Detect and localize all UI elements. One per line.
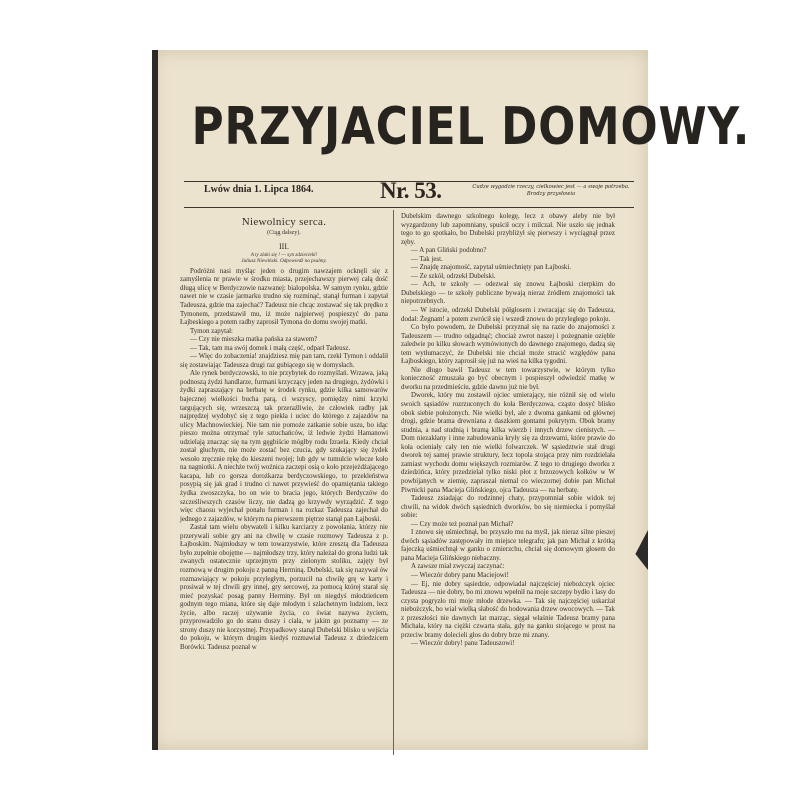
paragraph: Ale rynek berdyczowski, to nie przybytek do rozmyślań. Wrzawa, jaką podnoszą żydzi handlarze, furmani krzyczący jeden na drugiego, żydówki i żydki zapraszający na herbatę w środek rynku, gdzie kilka samowarów bajecznej wielkości bucha parą, ci wszyscy, pomiędzy nimi krzyki targujących się, wrzeszczą tak przeraźliwie, że człowiek radby jak najprędzej wydobyć się z tego piekła i uciec do którego z zajazdów na ulicy Machnowieckiej. Nie tam nie pomoże zatkanie sobie uszu, bo idąc pieszo można otrzymać tyle sztuchańców, iż ledwie żydzi Hamanowi udzielają znacząc się na tym gęgbiście mógłby rodu Izraela. Kiedy chciał został gluchym, nie może zostać bez czucia, gdy szukający się żydek wesoło zręcznie rękę do kieszeni twojej; lub gdy w tumulcie wlecze koło na nagniotki. A niechże twój woźnica zaczepi osią o koło przejeżdżającego kacapa, lub co gorsza dorożkarza berdyczowskiego, to przekleństwa posypią się jak grad i trudno ci nawet przywieść do opamiętania takiego żydka zwoszczyka, bo on wie to bracia jego, których Berdyczów do szcześliwszych czasów liczy, nie dadzą go krzywdy wyrządzić. Z tego więc chaosu wyjechał ponału furman i na rozkaz Tadeusza zajechał do jednego z zajazdów, w którym na pierwszem piętrze stanął pan Łajboski. (180, 370, 388, 523)
paragraph: — Ze szkół, odrzekł Dubelski. (411, 272, 496, 280)
paragraph: — Więc do zobaczenia! znajdziesz mię pan tam, rzekł Tymon i oddalił się zostawiając Tadeusza drugi raz gubiącego się w domysłach. (180, 353, 388, 369)
paragraph: — Czy nie mieszka matka pańska za stawem? (190, 336, 318, 344)
paragraph: I znowu się uśmiechnął, bo przyszło mu na myśl, jak nieraz silne pieszej dwóch sąsiadów zastępowały im miejsce telegrafu; jak pan Michał z krótką fajeczką uśmiechnął w ganku o zmierzchu, chciał się domowym głosem do pana Macieja Glińskiego niebaczny. (401, 529, 615, 562)
newspaper-page (152, 50, 751, 750)
paragraph: Tymon zapytał: (190, 327, 233, 335)
paragraph: Dubelskim dawnego szkolnego kolegę, lecz z obawy aleby nie był wyzgardzony lub zapomniany, spuścił oczy i milczał. Nie uszło się jednak tego to go spotkało, bo Dubelski przybliżył się pierwszy i wyciągnął przez zęby. (401, 213, 615, 246)
paragraph: — Ej, nie dobry sąsiedzie, odpowiadał najczęściej niebożczyk ojciec Tadeusza — nie dobry, bo mi znowu wpełnił na moje szczepy bydło i lasy do czysta pogryzło mi moje młode drzewka. — Tak się najczęściej uskarżał niebożczyk, bo wiał wielką słabość do hodowania drzew owocowych. — Tak z przeszłości nie dawnych lat marząc, sięgał właśnie Tadeusz bramy pana Michała, który na ciężki czwarta stała, gdy na ganku stojącego w prost na przeciw bramy dolecieli głos do dobry brze mi znany. (401, 580, 615, 639)
paragraph: — A pan Gliński podobno? (411, 247, 487, 255)
left-column (180, 213, 388, 743)
paragraph: Zastał tam wielu obywateli i kilku karciarzy z powołania, którzy nie przerywali sobie gry ani na chwilę w czasie rozmowy Tadeusza z p. Łajboskim. Najmłodszy w tem towarzystwie, które zresztą dla Tadeusza było zupełnie obojętne — najmłodszy trzy, który należał do grona ludzi tak zwanych ostatecznie uprzejmym przy zielonym stoliku, zajęty był rozmową w drugim pokoju z panną Herminą. Dubelski, tak się nazywał ów rozmawiający w pokoju przyległym, porzucił na chwilę grę w karty i prosiwał w tej chwili gry innej, gry sercowej, za pomocą której starał się mieć pozyskać posag panny Herminy. Był on niegdyś młodzieńcem godnym tego miana, które się dąje młodym i szlachetnym ludziom, lecz życie, albo raczej używanie życia, co świat nazywa życiem, przyprowadziło go do stanu duszy i ciała, w jakim go poznamy — ze strony duszy nie korzystnej. Przypadkowy stanął Dubelski blisko u wejścia do pokoju, w którym drugim kiedyś rozmawiał Tadeusz z dziedzicem Borówki. Tadeusz poznał w (180, 524, 389, 651)
paragraph: A zawsze miał zwyczaj zaczynać: (411, 563, 505, 571)
paragraph: — Tak jest. (411, 255, 443, 263)
article-title: Niewolnicy serca. (241, 216, 327, 228)
epigraph (180, 252, 388, 265)
paragraph: — Wieczór dobry! panu Tadeuszowi! (411, 640, 515, 648)
paragraph: — Czy może też poznał pan Michał? (411, 520, 514, 528)
paragraph: Dworek, który mu zostawił ojciec umierający, nie różnił się od wielu swoich sąsiadów rozrzuconych do koła Berdyczowa, cząsto dosyć blisko obok siebie położonych. Nie wielki był, ale z dwoma gankami od głównej drogi, gdzie brama drewniana z daszkiem gontami pokrytym. Obok bramy studnia, a nad studnią i bramą kilka wierzb i innych drzew cienistych. — Dom niezakłany i inne zabudowania kryły się za drzewami, które prawie do koła ocieniały cały ten nie wielki folwarczek. W sąsiedztwie stał drugi dworek tej samej prawie struktury, lecz topola stojąca przy nim rozdzielała zamiast wychodu domu większych rozmiarów. Z tego to drugiego dworku z dziedzińca, który przedzielał tylko niski płot z brzozowych kołków w W powbijanych w ziemię, zapraszał niemal co wieczornej dobie pan Michał Piwnicki pana Macieja Glińskiego, ojca Tadeusza — na herbatę. (401, 392, 615, 494)
motto-text: Cudze wygodzie rzeczy, cielkowiec jest — a swoje potrzeba. (472, 184, 630, 190)
right-column (401, 213, 615, 743)
paragraph: Nie długo bawił Tadeusz w tem towarzystwie, w którym tylko konieczność zmuszała go być obecnym i pospieszył odwiedzić matkę w dworku na przedmieściu, gdzie dawno już nie był. (401, 366, 615, 391)
paragraph: — Wieczór dobry panu Maciejowi! (411, 571, 509, 579)
paragraph: Co było powodem, że Dubelski przyznał się na razie do znajomości z Tadeuszem — trudno odgadnąć; chociaż zwrot naszej i pożegnanie ozięble zaledwie po kilku słowach wymówionych do dawnego znajomego, dadzą się tem wytłumaczyć, że Dubelski nie chciał może stracić względów pana Łajboskiego, który zaprosił się już na wieś na kilka tygodni. (401, 324, 615, 366)
paragraph: Podróżni nasi myśląc jeden o drugim nawzajem ocknęli się z zamyślenia nr prawie w środku miasta, przejechawszy pierwej całą dość długą ulicę w Berdyczowie nazwanej: bialopolska. W samym rynku, gdzie nawet nie w czasie jarmarku trudno się rozminąć, stanął furman i zapytał Tadeusza, gdzie ma zajechać? Tadeusz nie chcąc zostawać się tak prędko z Tymonem, przedstawił mu, iż może najpierwej pospieszyć do pana Łajbeskiego a potem radby zaprosił Tymona do domu swojej matki. (180, 267, 388, 327)
paragraph: — Tak, tam ma swój domek i małą część, odparł Tadeusz. (190, 344, 351, 352)
column-divider (393, 210, 394, 755)
paragraph: — Znajdę znajomość, zapytał uśmiechnięty pan Łajboski. (411, 264, 571, 272)
page-edge-tear (634, 530, 648, 570)
chapter-number: III. (279, 242, 289, 251)
masthead-rule-bottom (184, 207, 634, 208)
paragraph: — Ach, te szkoły — odezwał się znowu Łajboski cierpkim do Dubelskiego — te szkoły publiczne bywają nieraz źródłem znajomości tak niepotrzebnych. (401, 281, 615, 306)
dateline-date: Lwów dnia 1. Lipca 1864. (204, 184, 314, 195)
article-subtitle: (Ciąg dalszy). (267, 230, 301, 236)
paragraph: Tadeusz zsiadając do rodzinnej chaty, przypomniał sobie widok tej chwili, na widok dwóch sąsiednich dworków, bo się niemiecka i pomyślał sobie: (401, 495, 615, 520)
issue-number: Nr. 53. (380, 178, 442, 203)
epigraph-line: A ty zlaki się ! — syn zdziecieki! (250, 252, 318, 258)
motto-author: Brodzy przysłowia (526, 191, 576, 197)
motto (458, 184, 644, 198)
masthead-title: PRZYJACIEL DOMOWY. (191, 97, 751, 157)
paragraph: — W istocie, odrzekł Dubelski półgłosem i zwracając się do Tadeusza, dodał: Żegnam! a potem zwrócił się i wszedł znowu do przyległego pokoju. (401, 307, 615, 323)
epigraph-author: Juliusz Niewiński. Odpowiedź na psalmy. (241, 258, 327, 265)
